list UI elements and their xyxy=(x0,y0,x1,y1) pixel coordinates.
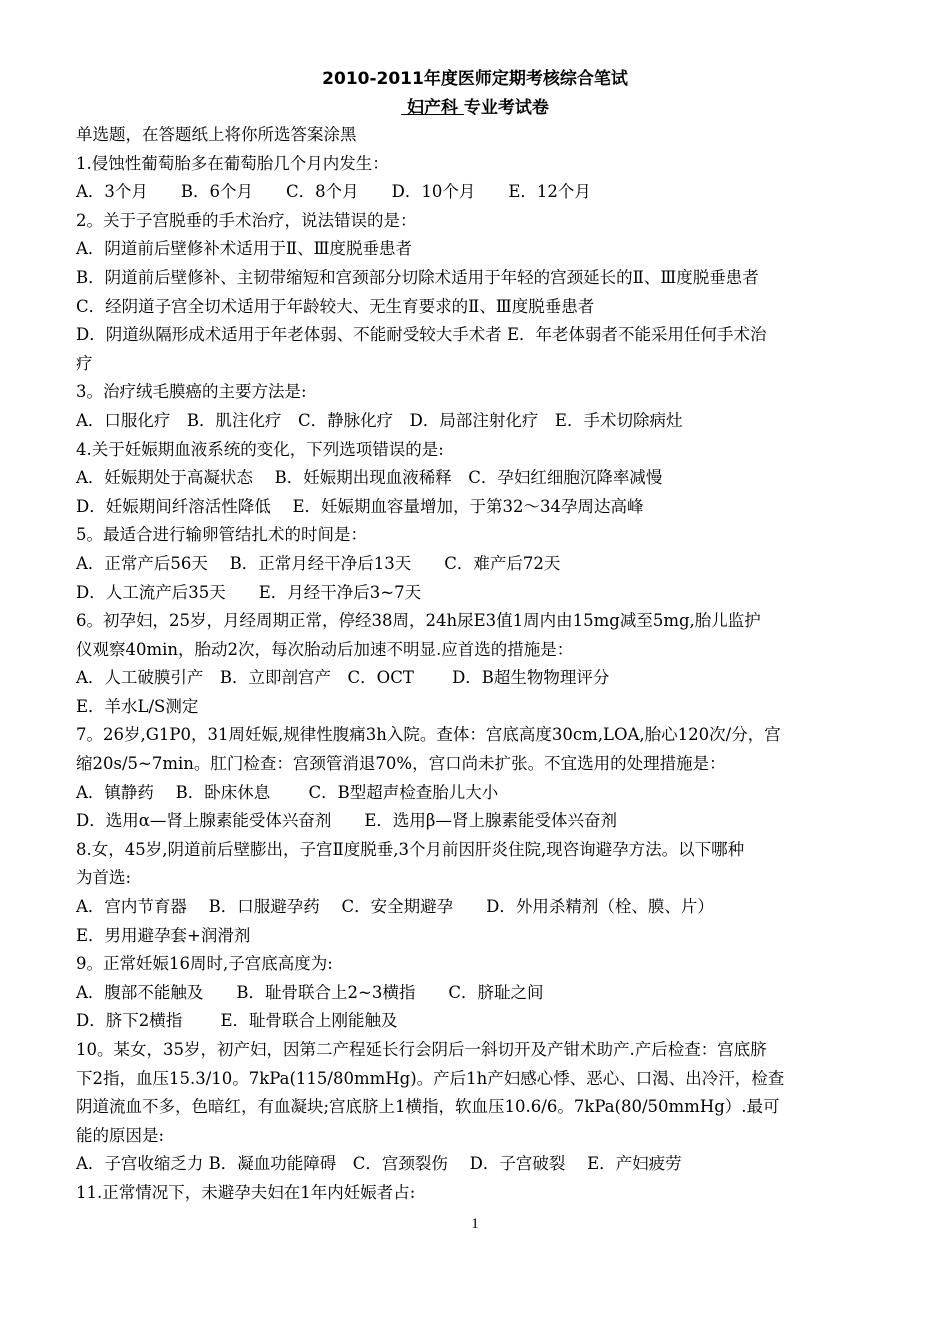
options-line: A．3个月 B．6个月 C．8个月 D．10个月 E．12个月 xyxy=(76,182,591,202)
options-line: D．脐下2横指 E．耻骨联合上刚能触及 xyxy=(76,1011,398,1031)
question-line: 下2指，血压15.3/10。7kPa(115/80mmHg)。产后1h产妇感心悸、恶心、口渴、出冷汗，检查 xyxy=(76,1068,785,1088)
instruction-line: 单选题，在答题纸上将你所选答案涂黑 xyxy=(76,125,357,144)
question-line: 8.女，45岁,阴道前后壁膨出，子宫Ⅱ度脱垂,3个月前因肝炎住院,现咨询避孕方法。以下哪种 xyxy=(76,839,745,859)
question-line: 能的原因是: xyxy=(76,1125,165,1145)
options-line: C．经阴道子宫全切术适用于年龄较大、无生育要求的Ⅱ、Ⅲ度脱垂患者 xyxy=(76,296,595,316)
options-line: E．羊水L/S测定 xyxy=(76,696,199,716)
subject-name: 妇产科 xyxy=(401,98,464,118)
options-line: A．妊娠期处于高凝状态 B．妊娠期出现血液稀释 C．孕妇红细胞沉降率减慢 xyxy=(76,468,663,488)
question-line: 4.关于妊娠期血液系统的变化，下列选项错误的是: xyxy=(76,439,444,459)
question-line: 阴道流血不多，色暗红，有血凝块;宫底脐上1横指，软血压10.6/6。7kPa(80/50mmHg）.最可 xyxy=(76,1097,780,1117)
exam-subtitle xyxy=(0,93,950,118)
question-line: 5。最适合进行输卵管结扎术的时间是： xyxy=(76,525,367,545)
options-line: D．人工流产后35天 E．月经干净后3~7天 xyxy=(76,582,422,602)
exam-title: 2010-2011年度医师定期考核综合笔试 xyxy=(322,69,628,89)
options-line: A．正常产后56天 B．正常月经干净后13天 C．难产后72天 xyxy=(76,553,561,573)
question-line: 仪观察40min，胎动2次，每次胎动后加速不明显.应首选的措施是： xyxy=(76,639,574,659)
options-line: D．阴道纵隔形成术适用于年老体弱、不能耐受较大手术者 E．年老体弱者不能采用任何手术治 xyxy=(76,325,767,345)
options-line: B．阴道前后壁修补、主韧带缩短和宫颈部分切除术适用于年轻的宫颈延长的Ⅱ、Ⅲ度脱垂患者 xyxy=(76,267,759,287)
options-line: A．子宫收缩乏力 B．凝血功能障碍 C．宫颈裂伤 D．子宫破裂 E．产妇疲劳 xyxy=(76,1154,682,1174)
question-line: 9。正常妊娠16周时,子宫底高度为: xyxy=(76,954,333,974)
question-line: 7。26岁,G1P0，31周妊娠,规律性腹痛3h入院。查体：宫底高度30cm,LOA,胎心120次/分，宫 xyxy=(76,725,781,745)
options-line: D．妊娠期间纤溶活性降低 E．妊娠期血容量增加，于第32～34孕周达高峰 xyxy=(76,496,644,516)
options-line: A．阴道前后壁修补术适用于Ⅱ、Ⅲ度脱垂患者 xyxy=(76,239,413,259)
question-line: 为首选: xyxy=(76,868,132,888)
options-line: D．选用α—肾上腺素能受体兴奋剂 E．选用β—肾上腺素能受体兴奋剂 xyxy=(76,811,617,831)
question-line: 2。关于子宫脱垂的手术治疗，说法错误的是： xyxy=(76,210,417,230)
question-body xyxy=(76,121,882,1208)
options-line: A．口服化疗 B．肌注化疗 C．静脉化疗 D．局部注射化疗 E．手术切除病灶 xyxy=(76,410,683,430)
options-line: A．腹部不能触及 B．耻骨联合上2~3横指 C．脐耻之间 xyxy=(76,982,544,1002)
options-line: A．镇静药 B．卧床休息 C．B型超声检查胎儿大小 xyxy=(76,782,499,802)
options-line: E．男用避孕套+润滑剂 xyxy=(76,925,251,945)
question-line: 6。初孕妇，25岁，月经周期正常，停经38周，24h尿E3值1周内由15mg减至5mg,胎儿监护 xyxy=(76,611,761,631)
question-line: 3。治疗绒毛膜癌的主要方法是: xyxy=(76,382,307,402)
question-line: 10。某女，35岁，初产妇，因第二产程延长行会阴后一斜切开及产钳术助产.产后检查：宫底脐 xyxy=(76,1040,767,1059)
options-line: A．人工破膜引产 B．立即剖宫产 C．OCT D．B超生物物理评分 xyxy=(76,668,610,688)
question-line: 缩20s/5~7min。肛门检查：宫颈管消退70%，宫口尚未扩张。不宜选用的处理措施是： xyxy=(76,754,726,774)
options-line: A．宫内节育器 B．口服避孕药 C．安全期避孕 D．外用杀精剂（栓、膜、片） xyxy=(76,897,714,917)
subtitle-rest: 专业考试卷 xyxy=(463,98,549,118)
page-number: 1 xyxy=(471,1216,479,1232)
question-line: 11.正常情况下，未避孕夫妇在1年内妊娠者占: xyxy=(76,1182,416,1202)
question-line: 1.侵蚀性葡萄胎多在葡萄胎几个月内发生： xyxy=(76,153,389,173)
options-line: 疗 xyxy=(76,353,93,373)
